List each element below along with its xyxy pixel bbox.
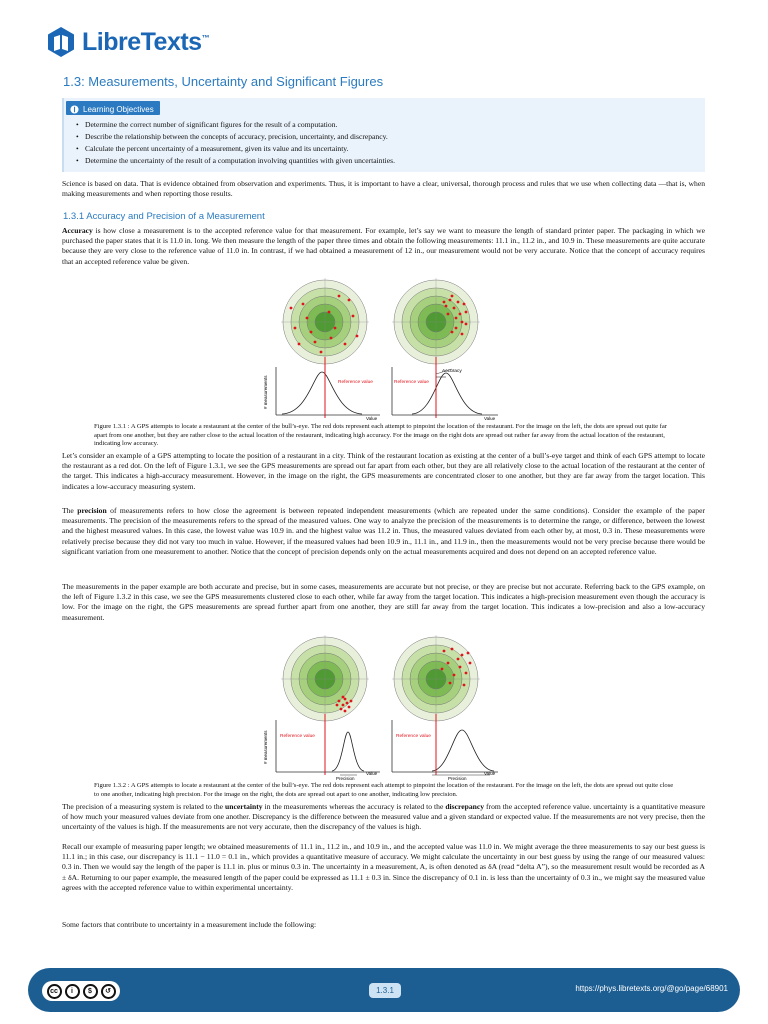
precision-label-right: Precision: [448, 776, 467, 781]
gps-dot: [451, 331, 454, 334]
precision-paragraph: The precision of measurements refers to how close the agreement is between repeated independent measurements (which are repeated under the same conditions). Consider the example of the paper measurements. The precision of the measurements refers to the spread of the measured values. One way to analyze the precision of the measurements is to determine the range, or difference, between the lowest and the highest measured values. In this case, the lowest value was 10.9 in. and the highest value was 11.2 in. Thus, the measured values deviated from each other by, at most, 0.3 in. These measurements were relatively precise because they did not vary too much in value. However, if the measured values had been 10.9 in., 11.1 in., and 11.9 in., then the measurements would not be very precise because there would be significant variation from one measurement to another. Notice that the concept of precision depends only on the actual measurements acquired and does not depend on an accepted reference value.: [62, 506, 705, 556]
precision-label: Precision: [336, 776, 355, 781]
by-icon: i: [65, 984, 80, 999]
gps-dot: [467, 652, 470, 655]
gps-dot: [348, 706, 351, 709]
figure-precision: [262, 634, 502, 782]
gps-dot: [459, 313, 462, 316]
figure-accuracy: [262, 277, 502, 423]
gps-dot: [445, 305, 448, 308]
intro-paragraph: Science is based on data. That is evidence obtained from observation and experiments. Thus, it is important to have a clear, universal, thorough process and rules that we use when collecting data —that is, when making measurements and when reporting those results.: [62, 179, 705, 199]
gps-dot: [451, 648, 454, 651]
gps-dot: [346, 702, 349, 705]
figure-1-caption: Figure 1.3.1 : A GPS attempts to locate a restaurant at the center of the bull’s-eye. The red dots represent each attempt to pinpoint the location of the restaurant. For the image on the left, the dots are spread out quite far apart from one another, but they are rather close to the actual location of the restaurant, indicating high accuracy. For the image on the right dots are spread out rather far away from the actual location of the restaurant, indicating low accuracy.: [94, 423, 667, 448]
objective-item: • Determine the correct number of significant figures for the result of a computation.: [76, 119, 395, 131]
gps-dot: [320, 351, 323, 354]
gps-dot: [465, 672, 468, 675]
brand-name: LibreTexts™: [82, 27, 210, 56]
cc-icon: cc: [47, 984, 62, 999]
gps-dot: [447, 313, 450, 316]
figure-2-caption: Figure 1.3.2 : A GPS attempts to locate a restaurant at the center of the bull’s-eye. The red dots represent each attempt to pinpoint the location of the restaurant. For the image on the left, the dots are spread out quite close to one another, indicating high precision. For the image on the right, the dots are spread out apart to one another, indicating low precision.: [94, 782, 674, 798]
right-precision-plot: [392, 714, 498, 781]
gps-dot: [461, 321, 464, 324]
gps-dot: [310, 331, 313, 334]
gps-dot: [443, 650, 446, 653]
gps-dot: [469, 662, 472, 665]
gps-dot: [463, 303, 466, 306]
gps-dot: [344, 698, 347, 701]
learning-objectives-box: [62, 98, 705, 172]
libretexts-logo[interactable]: [46, 26, 209, 58]
gps-dot: [352, 315, 355, 318]
gps-dot: [302, 303, 305, 306]
gps-dot: [342, 704, 345, 707]
gps-dot: [298, 343, 301, 346]
gps-dot: [457, 658, 460, 661]
gps-dot: [461, 333, 464, 336]
gps-dot: [338, 700, 341, 703]
right-distribution-plot: [392, 357, 498, 421]
gps-dot: [449, 299, 452, 302]
cc-license-badge[interactable]: [42, 981, 120, 1001]
gps-dot: [314, 341, 317, 344]
gps-dot: [328, 311, 331, 314]
gps-dot: [453, 674, 456, 677]
objective-item: • Describe the relationship between the concepts of accuracy, precision, uncertainty, and discrepancy.: [76, 131, 395, 143]
gps-dot: [348, 299, 351, 302]
accuracy-paragraph: Accuracy is how close a measurement is to the accepted reference value for that measurement. For example, let’s say we want to measure the length of standard printer paper. The packaging in which we purchased the paper states that it is 11.0 in. long. We then measure the length of the paper three times and obtain the following measurements: 11.1 in., 11.2 in., and 10.9 in. These measurements are quite accurate because they are very close to the reference value of 11.0 in. In contrast, if we had obtained a measurement of 12 in., our measurement would not be very accurate. Notice that the concept of accuracy requires that an accepted reference value be given.: [62, 226, 705, 266]
value-axis-label: Value: [366, 416, 378, 421]
value-axis-label-right: Value: [484, 771, 496, 776]
recall-paragraph: Recall our example of measuring paper length; we obtained measurements of 11.1 in., 11.2 in., and 10.9 in., and the accepted value was 11.0 in. We might average the three measurements to say our best guess is 11.1 in.; in this case, our discrepancy is 11.1 − 11.0 = 0.1 in., which provides a quantitative measure of accuracy. We might calculate the uncertainty in our best guess by using the range of our measured values: 0.3 in. Then we would say the length of the paper is 11.1 in. plus or minus 0.3 in. The uncertainty in a measurement, A, is often denoted as δA (read “delta A”), so the measurement result would be recorded as A ± δA. Returning to our paper example, the measured length of the paper could be expressed as 11.1 ± 0.3 in. Since the discrepancy of 0.1 in. is less than the uncertainty of 0.3 in., we might say the measured value agrees with the accepted reference value to within experimental uncertainty.: [62, 842, 705, 892]
gps-dot: [336, 704, 339, 707]
y-axis-label: # measurements: [263, 375, 268, 409]
objectives-header: Learning Objectives: [66, 101, 160, 115]
gps-dot: [447, 662, 450, 665]
factors-paragraph: Some factors that contribute to uncertainty in a measurement include the following:: [62, 920, 317, 929]
y-axis-label: # measurements: [263, 730, 268, 764]
page-footer: [28, 968, 740, 1012]
book-icon: [70, 105, 79, 114]
gps-dot: [451, 295, 454, 298]
gps-dot: [453, 307, 456, 310]
gps-dot: [459, 666, 462, 669]
gps-dot: [449, 682, 452, 685]
page-url-link[interactable]: https://phys.libretexts.org/@go/page/68901: [575, 984, 728, 993]
left-precision-plot: [263, 714, 380, 781]
reference-value-label-right: Reference value: [396, 734, 431, 739]
gps-dot: [294, 327, 297, 330]
sa-icon: ↺: [101, 984, 116, 999]
gps-dot: [463, 684, 466, 687]
reference-value-label: Reference value: [280, 734, 315, 739]
left-distribution-plot: [263, 357, 380, 421]
gps-dot: [350, 700, 353, 703]
value-axis-label-right: Value: [484, 416, 496, 421]
gps-dot: [330, 337, 333, 340]
gps-dot: [342, 696, 345, 699]
section-heading: 1.3.1 Accuracy and Precision of a Measurement: [63, 211, 265, 222]
gps-dot: [443, 301, 446, 304]
gps-dot: [465, 323, 468, 326]
accuracy-label: Accuracy: [442, 369, 462, 374]
gps-dot: [356, 335, 359, 338]
gps-dot: [461, 654, 464, 657]
gps-dot: [465, 311, 468, 314]
uncertainty-paragraph: The precision of a measuring system is related to the uncertainty in the measurements whereas the accuracy is related to the discrepancy from the accepted reference value. uncertainty is a quantitative measure of how much your measured values deviate from one another. Discrepancy is the difference between the measured value and a given standard or expected value. If the measurements are not very precise, then the uncertainty of the values is high. If the measurements are not very accurate, then the discrepancy of the values is high.: [62, 802, 705, 832]
accuracy-precision-paragraph: The measurements in the paper example are both accurate and precise, but in some cases, measurements are accurate but not precise, or they are precise but not accurate. Referring back to the GPS example, on the left of Figure 1.3.2 in this case, we see the GPS measurements clustered close to each other, while far away from the target location. This indicates a high-precision measurement even though the accuracy is low. For the image on the right, the GPS measurements are spread further apart from one another, they are still far away from the target location. This indicates a low-precision and also a low-accuracy measurement.: [62, 582, 705, 622]
nc-icon: $: [83, 984, 98, 999]
gps-dot: [344, 710, 347, 713]
gps-dot: [457, 301, 460, 304]
gps-dot: [338, 295, 341, 298]
gps-dot: [455, 317, 458, 320]
value-axis-label: Value: [366, 771, 378, 776]
gps-dot: [340, 708, 343, 711]
gps-paragraph: Let’s consider an example of a GPS attempting to locate the position of a restaurant in a city. Think of the restaurant location as existing at the center of a bull’s-eye target and think of each GPS attempt to locate the restaurant as a red dot. On the left of Figure 1.3.1, we see the GPS measurements are spread out far apart from each other, but they are all relatively close to the actual location of the restaurant at the center of the target. This indicates a high-accuracy measurement. However, in the image on the right, the GPS measurements are concentrated closer to one another, but they are far away from the target location. This indicates a low-accuracy measuring system.: [62, 451, 705, 491]
gps-dot: [306, 317, 309, 320]
reference-value-label: Reference value: [338, 380, 373, 385]
gps-dot: [455, 327, 458, 330]
page-title: 1.3: Measurements, Uncertainty and Significant Figures: [63, 74, 384, 89]
gps-dot: [290, 307, 293, 310]
gps-dot: [441, 668, 444, 671]
gps-dot: [344, 343, 347, 346]
libretexts-hexagon-icon: [46, 26, 76, 58]
objective-item: • Determine the uncertainty of the result of a computation involving quantities with given uncertainties.: [76, 155, 395, 167]
objectives-list: [76, 119, 395, 167]
objective-item: • Calculate the percent uncertainty of a measurement, given its value and its uncertainty.: [76, 143, 395, 155]
page-number: 1.3.1: [369, 983, 401, 998]
reference-value-label-right: Reference value: [394, 380, 429, 385]
gps-dot: [334, 327, 337, 330]
